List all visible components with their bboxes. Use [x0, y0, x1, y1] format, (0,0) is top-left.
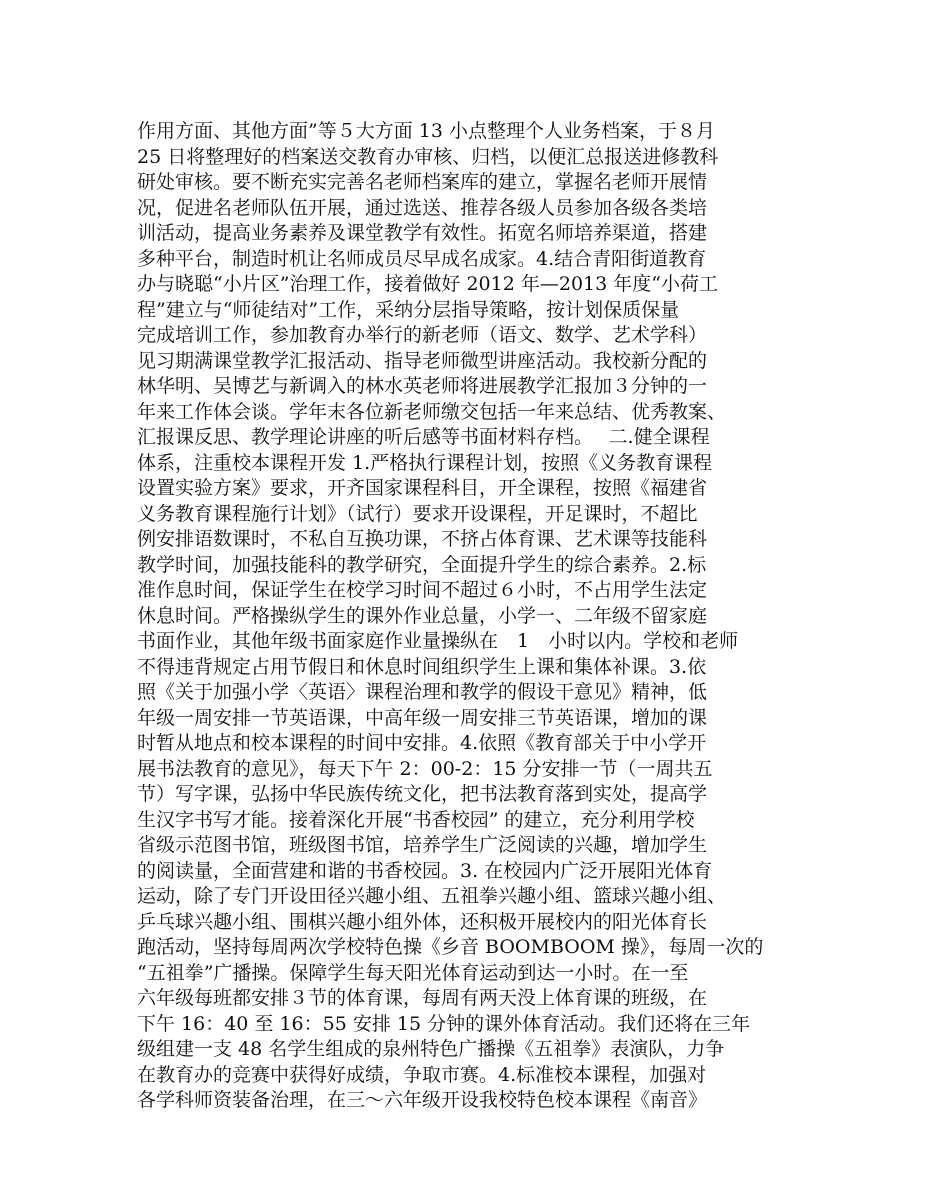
- text-line: 研处审核。要不断充实完善名老师档案库的建立，掌握名老师开展情: [137, 171, 708, 193]
- text-line: 例安排语数课时，不私自互换功课，不挤占体育课、艺术课等技能科: [137, 528, 708, 550]
- text-line: 展书法教育的意见》，每天下午 2：00-2：15 分安排一节（一周共五: [137, 757, 713, 780]
- text-line: 下午 16：40 至 16：55 安排 15 分钟的课外体育活动。我们还将在三年: [137, 1012, 751, 1035]
- text-line: 体系，注重校本课程开发 1.严格执行课程计划，按照《义务教育课程: [137, 451, 713, 474]
- text-line: 书面作业，其他年级书面家庭作业量操纵在 1 小时以内。学校和老师: [137, 630, 739, 652]
- text-line: 的阅读量，全面营建和谐的书香校园。3. 在校园内广泛开展阳光体育: [137, 859, 713, 882]
- text-line: 在教育办的竞赛中获得好成绩，争取市赛。4.标准校本课程，加强对: [137, 1063, 707, 1086]
- text-line: 见习期满课堂教学汇报活动、指导老师微型讲座活动。我校新分配的: [137, 349, 708, 372]
- text-line: 节）写字课，弘扬中华民族传统文化，把书法教育落到实处，提高学: [137, 783, 708, 805]
- text-line: 义务教育课程施行计划》（试行）要求开设课程，开足课时，不超比: [137, 502, 698, 525]
- text-line: 汇报课反思、教学理论讲座的听后感等书面材料存档。 二.健全课程: [137, 426, 710, 448]
- text-line: 办与晓聪“小片区”治理工作，接着做好 2012 年—2013 年度“小荷工: [137, 273, 718, 295]
- text-line: 程”建立与“师徒结对”工作，采纳分层指导策略，按计划保质保量: [137, 298, 680, 321]
- text-line: 设置实验方案》要求，开齐国家课程科目，开全课程，按照《福建省: [137, 477, 708, 499]
- text-line: 乒乓球兴趣小组、围棋兴趣小组外体，还积极开展校内的阳光体育长: [137, 910, 708, 933]
- text-line: 年来工作体会谈。学年末各位新老师缴交包括一年来总结、优秀教案、: [137, 400, 727, 423]
- text-line: 况，促进名老师队伍开展，通过选送、推荐各级人员参加各级各类培: [137, 196, 708, 219]
- text-line: 完成培训工作，参加教育办举行的新老师（语文、数学、艺术学科）: [137, 324, 708, 346]
- text-line: 跑活动，坚持每周两次学校特色操《乡音 BOOMBOOM 操》，每周一次的: [137, 936, 764, 958]
- body-text: [137, 119, 822, 1114]
- text-line: 多种平台，制造时机让名师成员尽早成名成家。4.结合青阳街道教育: [137, 247, 707, 270]
- text-line: 生汉字书写才能。接着深化开展“书香校园” 的建立，充分利用学校: [137, 808, 695, 831]
- text-line: 休息时间。严格操纵学生的课外作业总量，小学一、二年级不留家庭: [137, 604, 708, 627]
- text-line: 不得违背规定占用节假日和休息时间组织学生上课和集体补课。3.依: [137, 655, 707, 678]
- text-line: 教学时间，加强技能科的教学研究，全面提升学生的综合素养。2.标: [137, 553, 707, 576]
- text-line: 林华明、吴博艺与新调入的林水英老师将进展教学汇报加３分钟的一: [137, 375, 708, 397]
- text-line: 六年级每班都安排３节的体育课，每周有两天没上体育课的班级，在: [137, 987, 708, 1009]
- text-line: “五祖拳”广播操。保障学生每天阳光体育运动到达一小时。在一至: [137, 961, 689, 984]
- text-line: 25 日将整理好的档案送交教育办审核、归档，以便汇总报送进修教科: [137, 145, 719, 168]
- text-line: 级组建一支 48 名学生组成的泉州特色广播操《五祖拳》表演队，力争: [137, 1038, 725, 1060]
- text-line: 照《关于加强小学〈英语〉课程治理和教学的假设干意见》精神，低: [137, 681, 708, 703]
- text-line: 各学科师资装备治理，在三～六年级开设我校特色校本课程《南音》: [137, 1089, 708, 1111]
- text-line: 运动，除了专门开设田径兴趣小组、五祖拳兴趣小组、篮球兴趣小组、: [137, 885, 727, 907]
- text-line: 省级示范图书馆，班级图书馆，培养学生广泛阅读的兴趣，增加学生: [137, 834, 708, 856]
- text-line: 准作息时间，保证学生在校学习时间不超过６小时，不占用学生法定: [137, 579, 708, 601]
- text-line: 时暂从地点和校本课程的时间中安排。4.依照《教育部关于中小学开: [137, 732, 707, 754]
- text-line: 作用方面、其他方面”等５大方面 13 小点整理个人业务档案，于８月: [137, 120, 715, 142]
- text-line: 年级一周安排一节英语课，中高年级一周安排三节英语课，增加的课: [137, 706, 708, 729]
- text-line: 训活动，提高业务素养及课堂教学有效性。拓宽名师培养渠道，搭建: [137, 222, 708, 244]
